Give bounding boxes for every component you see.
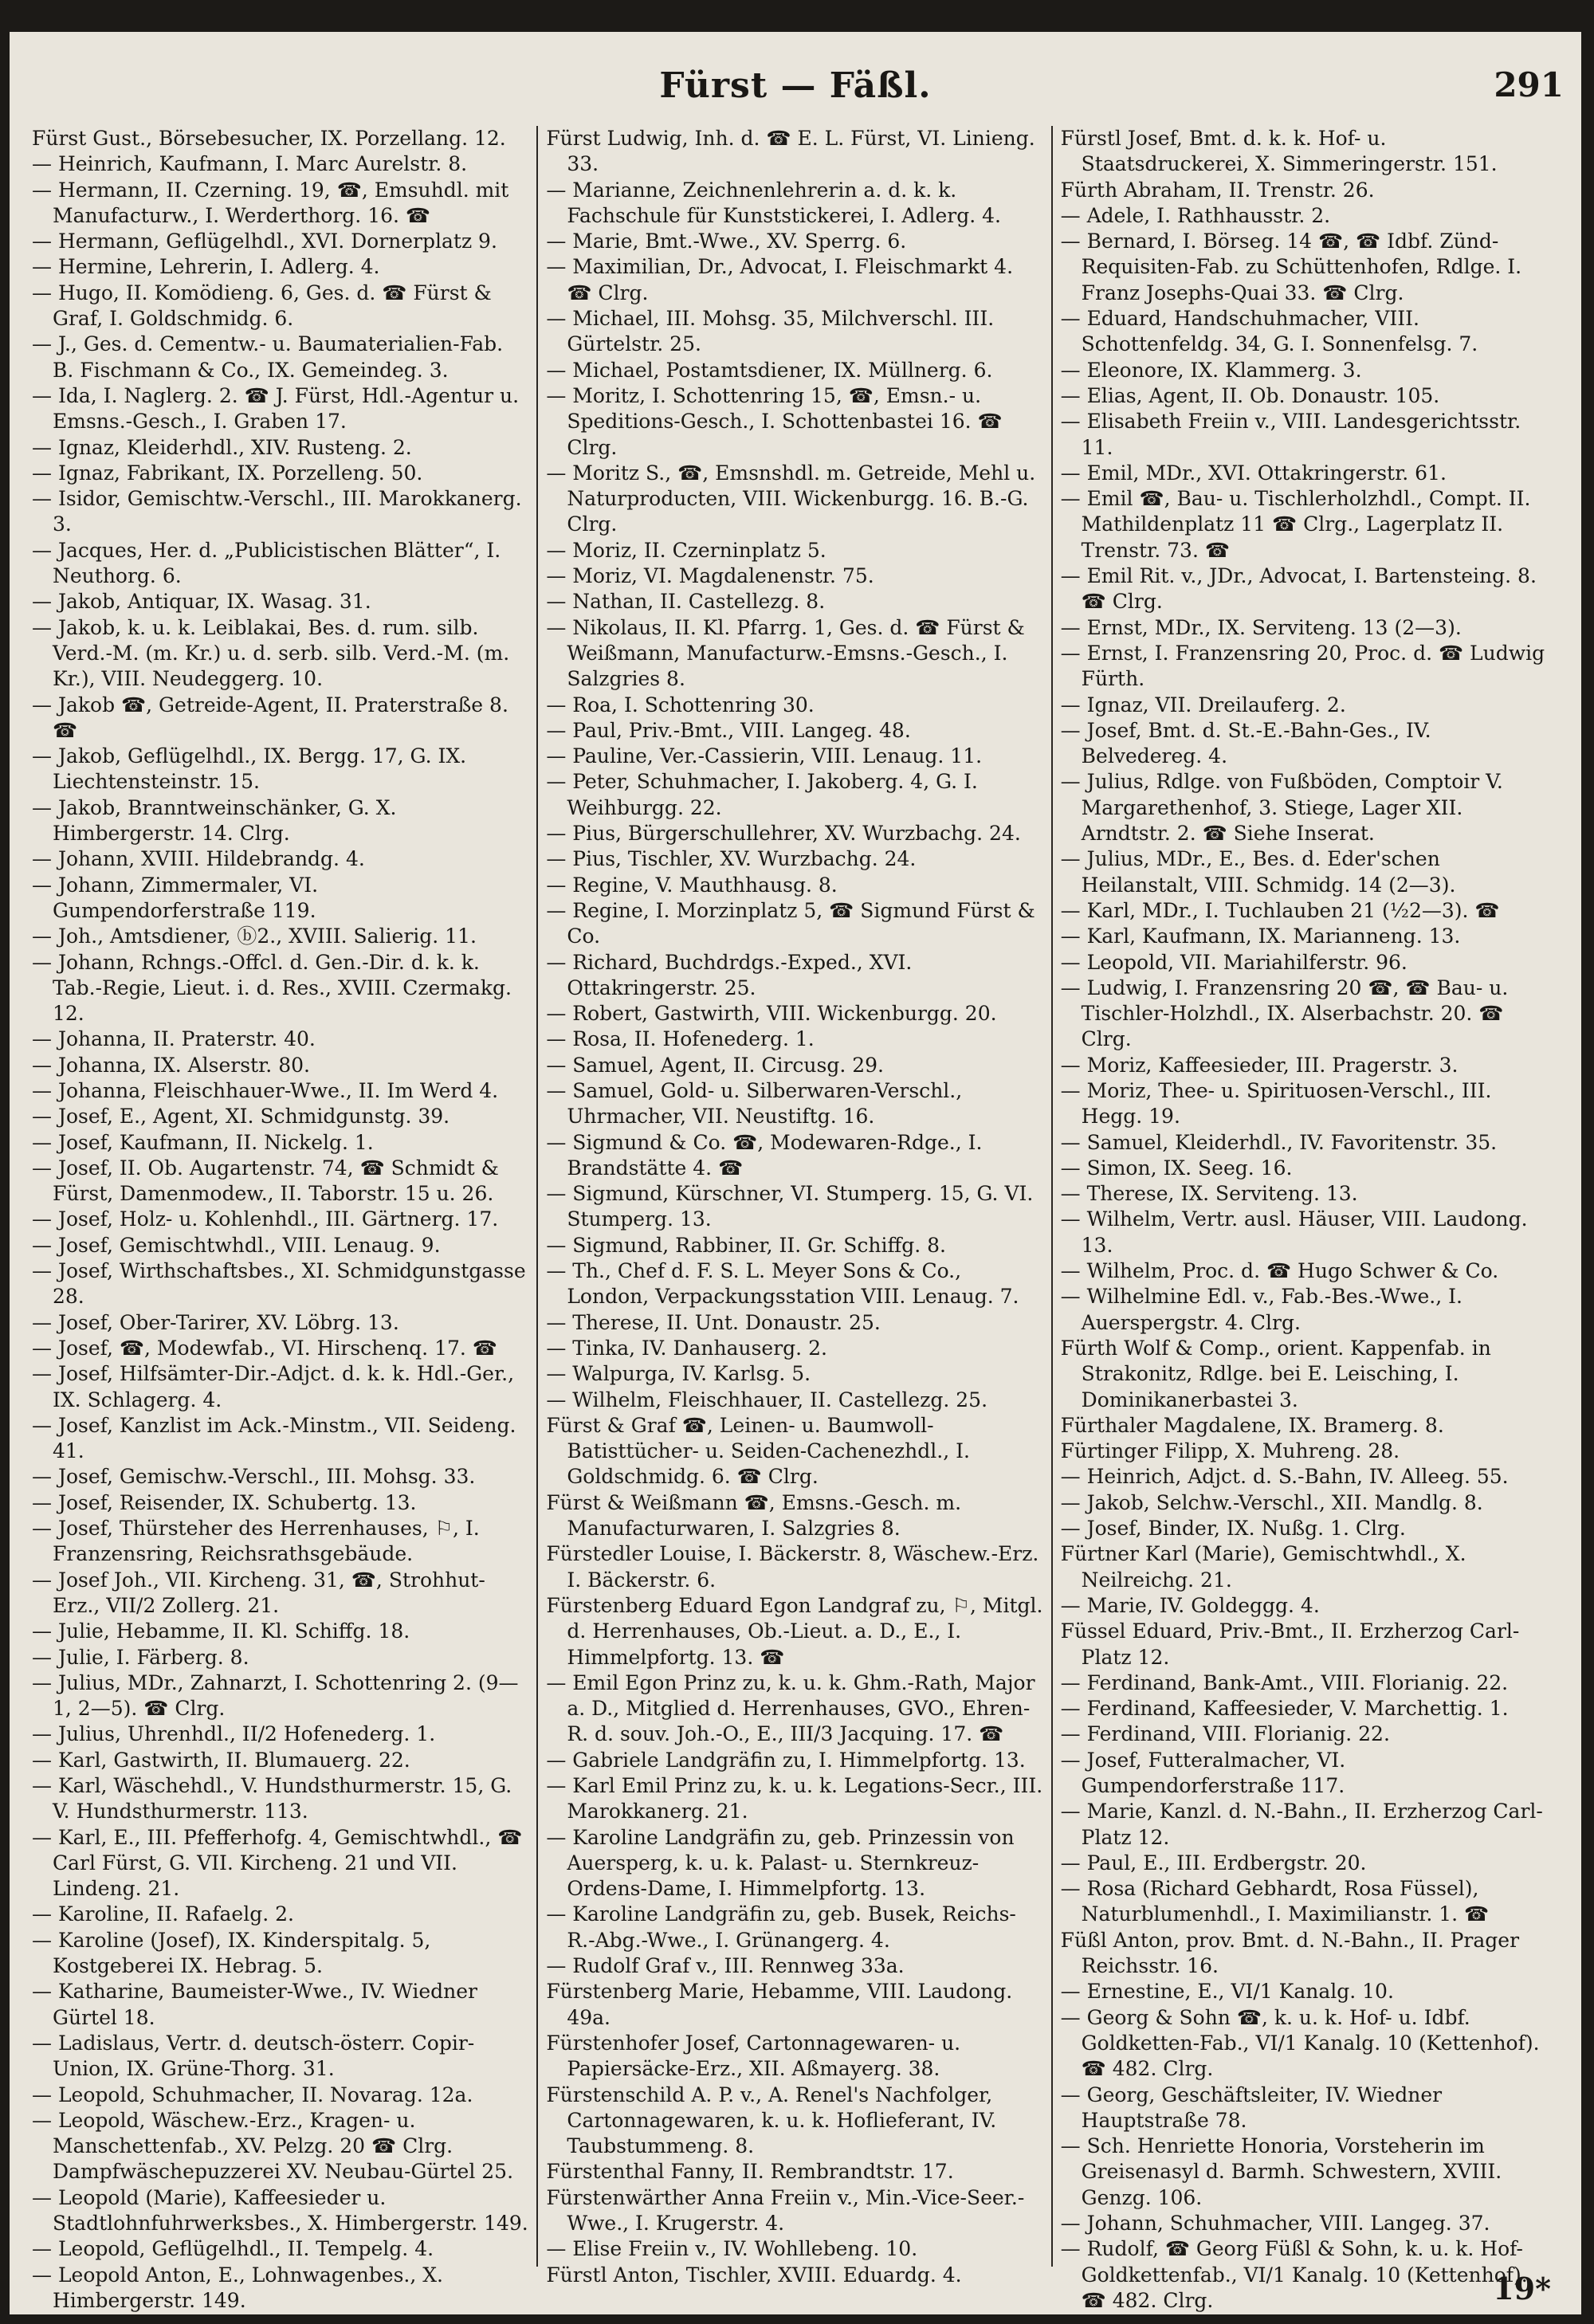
directory-entry: — Leopold, VII. Mariahilferstr. 96. xyxy=(1060,950,1408,974)
directory-entry: — Nathan, II. Castellezg. 8. xyxy=(546,590,826,614)
directory-entry: — Pius, Tischler, XV. Wurzbachg. 24. xyxy=(546,847,917,871)
directory-entry: — Johann, Schuhmacher, VIII. Langeg. 37. xyxy=(1060,2212,1490,2236)
directory-entry: Fürtinger Filipp, X. Muhreng. 28. xyxy=(1060,1439,1400,1463)
directory-entry: — Regine, V. Mauthhausg. 8. xyxy=(546,873,838,897)
directory-entry: — Jakob, Selchw.-Verschl., XII. Mandlg. 8. xyxy=(1060,1490,1483,1514)
column-left xyxy=(32,126,536,2312)
directory-entry: — Josef, II. Ob. Augartenstr. 74, ☎ Schmidt & Fürst, Damenmodew., II. Taborstr. 15 u. 26. xyxy=(32,1156,499,1206)
directory-entry: — Ida, I. Naglerg. 2. ☎ J. Fürst, Hdl.-Agentur u. Emsns.-Gesch., I. Graben 17. xyxy=(32,383,520,434)
directory-entry: — Ferdinand, Bank-Amt., VIII. Florianig. 22. xyxy=(1060,1670,1509,1694)
directory-entry: — Rosa, II. Hofenederg. 1. xyxy=(546,1027,815,1051)
directory-entry: — Leopold (Marie), Kaffeesieder u. Stadtlohnfuhrwerksbes., X. Himbergerstr. 149. xyxy=(32,2185,528,2236)
directory-entry: Fürthaler Magdalene, IX. Bramerg. 8. xyxy=(1060,1413,1444,1437)
directory-entry: Fürst Gust., Börsebesucher, IX. Porzellang. 12. xyxy=(32,127,506,150)
directory-entry: — Therese, IX. Serviteng. 13. xyxy=(1060,1182,1358,1206)
directory-entry: — Julius, MDr., E., Bes. d. Eder'schen Heilanstalt, VIII. Schmidg. 14 (2—3). xyxy=(1060,847,1456,897)
directory-entry: — Robert, Gastwirth, VIII. Wickenburgg. 20. xyxy=(546,1002,997,1026)
directory-entry: — Josef, Reisender, IX. Schubertg. 13. xyxy=(32,1490,417,1514)
directory-entry: — Jakob, Branntweinschänker, G. X. Himbergerstr. 14. Clrg. xyxy=(32,795,397,846)
page-header xyxy=(10,54,1581,118)
directory-entry: — Moritz, I. Schottenring 15, ☎, Emsn.- u. Speditions-Gesch., I. Schottenbastei 16. ☎ Clrg. xyxy=(546,383,1003,459)
directory-entry: — Hugo, II. Komödieng. 6, Ges. d. ☎ Fürst & Graf, I. Goldschmidg. 6. xyxy=(32,281,492,331)
directory-entry: — Karl, Wäschehdl., V. Hundsthurmerstr. 15, G. V. Hundsthurmerstr. 113. xyxy=(32,1774,512,1823)
directory-entry: — Karl, Kaufmann, IX. Marianneng. 13. xyxy=(1060,924,1461,948)
directory-entry: — Josef, Binder, IX. Nußg. 1. Clrg. xyxy=(1060,1517,1406,1541)
directory-entry: — Simon, IX. Seeg. 16. xyxy=(1060,1156,1293,1180)
directory-entry: Fürstenthal Fanny, II. Rembrandtstr. 17. xyxy=(546,2160,954,2184)
directory-entry: Füßl Anton, prov. Bmt. d. N.-Bahn., II. Prager Reichsstr. 16. xyxy=(1060,1928,1520,1978)
directory-entry: — Julius, Rdlge. von Fußböden, Comptoir V. Margarethenhof, 3. Stiege, Lager XII. Arndtstr. 2. ☎ Siehe Inserat. xyxy=(1060,770,1503,846)
directory-entry: — Ladislaus, Vertr. d. deutsch-österr. Copir-Union, IX. Grüne-Thorg. 31. xyxy=(32,2031,475,2081)
directory-entry: — Isidor, Gemischtw.-Verschl., III. Marokkanerg. 3. xyxy=(32,487,522,536)
directory-entry: — Tinka, IV. Danhauserg. 2. xyxy=(546,1336,827,1360)
directory-entry: — Eduard, Handschuhmacher, VIII. Schottenfeldg. 34, G. I. Sonnenfelsg. 7. xyxy=(1060,307,1478,356)
directory-entry: — Ferdinand, VIII. Florianig. 22. xyxy=(1060,1722,1390,1746)
directory-entry: — Johann, XVIII. Hildebrandg. 4. xyxy=(32,847,365,871)
directory-entry: — Hermann, Geflügelhdl., XVI. Dornerplatz 9. xyxy=(32,230,497,253)
directory-entry: — Adele, I. Rathhausstr. 2. xyxy=(1060,203,1331,227)
directory-entry: — Heinrich, Adjct. d. S.-Bahn, IV. Alleeg. 55. xyxy=(1060,1465,1509,1489)
directory-entry: — Therese, II. Unt. Donaustr. 25. xyxy=(546,1310,881,1334)
directory-entry: — Ignaz, Kleiderhdl., XIV. Rusteng. 2. xyxy=(32,435,412,459)
directory-entry: — Th., Chef d. F. S. L. Meyer Sons & Co., London, Verpackungsstation VIII. Lenaug. 7. xyxy=(546,1259,1019,1309)
directory-entry: — Moriz, Thee- u. Spirituosen-Verschl., III. Hegg. 19. xyxy=(1060,1078,1492,1129)
directory-entry: — Leopold Anton, E., Lohnwagenbes., X. Himbergerstr. 149. xyxy=(32,2263,444,2312)
directory-entry: — Jakob, Antiquar, IX. Wasag. 31. xyxy=(32,590,371,614)
directory-entry: — Josef, Futteralmacher, VI. Gumpendorferstraße 117. xyxy=(1060,1748,1346,1797)
directory-entry: — Johanna, IX. Alserstr. 80. xyxy=(32,1053,310,1077)
directory-entry: — Ignaz, Fabrikant, IX. Porzelleng. 50. xyxy=(32,461,423,485)
directory-entry: — Ernst, I. Franzensring 20, Proc. d. ☎ Ludwig Fürth. xyxy=(1060,641,1545,691)
directory-entry: — Elias, Agent, II. Ob. Donaustr. 105. xyxy=(1060,383,1440,407)
directory-entry: — Ludwig, I. Franzensring 20 ☎, ☎ Bau- u. Tischler-Holzhdl., IX. Alserbachstr. 20. ☎ Clrg. xyxy=(1060,976,1509,1051)
directory-entry: — Moriz, Kaffeesieder, III. Pragerstr. 3. xyxy=(1060,1053,1459,1077)
directory-entry: — Walpurga, IV. Karlsg. 5. xyxy=(546,1362,811,1386)
directory-entry: — Samuel, Agent, II. Circusg. 29. xyxy=(546,1053,884,1077)
directory-entry: Fürstenhofer Josef, Cartonnagewaren- u. Papiersäcke-Erz., XII. Aßmayerg. 38. xyxy=(546,2031,961,2081)
directory-entry: — Marie, IV. Goldeggg. 4. xyxy=(1060,1593,1320,1617)
directory-entry: Fürst Ludwig, Inh. d. ☎ E. L. Fürst, VI. Linieng. 33. xyxy=(546,127,1035,176)
directory-entry: — Maximilian, Dr., Advocat, I. Fleischmarkt 4. ☎ Clrg. xyxy=(546,255,1014,304)
directory-entry: — Johann, Rchngs.-Offcl. d. Gen.-Dir. d. k. k. Tab.-Regie, Lieut. i. d. Res., XVIII. Czermakg. 12. xyxy=(32,950,512,1026)
directory-entry: — Roa, I. Schottenring 30. xyxy=(546,693,815,716)
directory-entry: — Georg, Geschäftsleiter, IV. Wiedner Hauptstraße 78. xyxy=(1060,2083,1443,2132)
page-number: 291 xyxy=(1494,65,1564,104)
directory-entry: — Peter, Schuhmacher, I. Jakoberg. 4, G. I. Weihburgg. 22. xyxy=(546,770,978,819)
signature-mark: 19* xyxy=(1493,2271,1551,2306)
directory-entry: — Bernard, I. Börseg. 14 ☎, ☎ Idbf. Zünd-Requisiten-Fab. zu Schüttenhofen, Rdlge. I. Franz Josephs-Quai 33. ☎ Clrg. xyxy=(1060,230,1522,304)
directory-entry: Fürstenberg Marie, Hebamme, VIII. Laudong. 49a. xyxy=(546,1980,1013,2029)
directory-entry: — Josef, Ober-Tarirer, XV. Löbrg. 13. xyxy=(32,1310,399,1334)
directory-entry: — Josef, Wirthschaftsbes., XI. Schmidgunstgasse 28. xyxy=(32,1259,526,1309)
directory-entry: — Karl, E., III. Pfefferhofg. 4, Gemischtwhdl., ☎ Carl Fürst, G. VII. Kircheng. 21 und VII. Lindeng. 21. xyxy=(32,1825,523,1901)
directory-entry: — Joh., Amtsdiener, ⓑ2., XVIII. Salierig. 11. xyxy=(32,924,477,948)
directory-entry: — Rudolf, ☎ Georg Füßl & Sohn, k. u. k. Hof-Goldkettenfab., VI/1 Kanalg. 10 (Kettenhof). ☎ 482. Clrg. xyxy=(1060,2237,1528,2312)
directory-entry: — Emil Egon Prinz zu, k. u. k. Ghm.-Rath, Major a. D., Mitglied d. Herrenhauses, GVO., Ehren-R. d. souv. Joh.-O., E., III/3 Jacquing. 17. ☎ xyxy=(546,1670,1035,1746)
directory-entry: — Josef, Gemischtwhdl., VIII. Lenaug. 9. xyxy=(32,1233,441,1257)
directory-entry: — Jakob ☎, Getreide-Agent, II. Praterstraße 8. ☎ xyxy=(32,693,508,742)
directory-entry: — Josef, Thürsteher des Herrenhauses, ⚐, I. Franzensring, Reichsrathsgebäude. xyxy=(32,1517,480,1566)
directory-entry: — Karl, Gastwirth, II. Blumauerg. 22. xyxy=(32,1748,410,1772)
directory-entry: — Elisabeth Freiin v., VIII. Landesgerichtsstr. 11. xyxy=(1060,410,1521,459)
directory-entry: — Hermine, Lehrerin, I. Adlerg. 4. xyxy=(32,255,380,279)
directory-entry: — Regine, I. Morzinplatz 5, ☎ Sigmund Fürst & Co. xyxy=(546,898,1035,948)
directory-entry: — Julius, Uhrenhdl., II/2 Hofenederg. 1. xyxy=(32,1722,436,1746)
directory-entry: — Richard, Buchdrdgs.-Exped., XVI. Ottakringerstr. 25. xyxy=(546,950,913,999)
directory-entry: — Moriz, VI. Magdalenenstr. 75. xyxy=(546,564,874,588)
directory-entry: — Marianne, Zeichnenlehrerin a. d. k. k. Fachschule für Kunststickerei, I. Adlerg. 4. xyxy=(546,178,1001,227)
directory-entry: — Pius, Bürgerschullehrer, XV. Wurzbachg. 24. xyxy=(546,822,1021,846)
directory-entry: — J., Ges. d. Cementw.- u. Baumaterialien-Fab. B. Fischmann & Co., IX. Gemeindeg. 3. xyxy=(32,332,504,382)
directory-entry: — Marie, Bmt.-Wwe., XV. Sperrg. 6. xyxy=(546,230,907,253)
directory-entry: — Emil ☎, Bau- u. Tischlerholzhdl., Compt. II. Mathildenplatz 11 ☎ Clrg., Lagerplatz II. Trenstr. 73. ☎ xyxy=(1060,487,1531,562)
directory-entry: — Johann, Zimmermaler, VI. Gumpendorferstraße 119. xyxy=(32,873,319,922)
directory-entry: Fürst & Weißmann ☎, Emsns.-Gesch. m. Manufacturwaren, I. Salzgries 8. xyxy=(546,1490,962,1541)
directory-entry: — Samuel, Gold- u. Silberwaren-Verschl., Uhrmacher, VII. Neustiftg. 16. xyxy=(546,1078,963,1129)
directory-entry: — Nikolaus, II. Kl. Pfarrg. 1, Ges. d. ☎ Fürst & Weißmann, Manufacturw.-Emsns.-Gesch., I. Salzgries 8. xyxy=(546,615,1025,691)
directory-entry: — Michael, Postamtsdiener, IX. Müllnerg. 6. xyxy=(546,358,993,382)
directory-entry: Fürth Abraham, II. Trenstr. 26. xyxy=(1060,178,1375,202)
directory-entry: — Leopold, Geflügelhdl., II. Tempelg. 4. xyxy=(32,2237,434,2261)
directory-entry: — Karl, MDr., I. Tuchlauben 21 (½2—3). ☎ xyxy=(1060,898,1500,922)
directory-entry: — Jakob, Geflügelhdl., IX. Bergg. 17, G. IX. Liechtensteinstr. 15. xyxy=(32,744,467,794)
directory-entry: — Gabriele Landgräfin zu, I. Himmelpfortg. 13. xyxy=(546,1748,1026,1772)
directory-entry: — Eleonore, IX. Klammerg. 3. xyxy=(1060,358,1362,382)
directory-entry: — Josef, Bmt. d. St.-E.-Bahn-Ges., IV. Belvedereg. 4. xyxy=(1060,718,1431,768)
directory-entry: — Jakob, k. u. k. Leiblakai, Bes. d. rum. silb. Verd.-M. (m. Kr.) u. d. serb. silb. Verd.-M. (m. Kr.), VIII. Neudeggerg. 10. xyxy=(32,615,510,691)
directory-entry: — Moriz, II. Czerninplatz 5. xyxy=(546,538,826,562)
directory-entry: — Johanna, II. Praterstr. 40. xyxy=(32,1027,316,1051)
directory-entry: Fürstedler Louise, I. Bäckerstr. 8, Wäschew.-Erz. I. Bäckerstr. 6. xyxy=(546,1542,1039,1592)
directory-page xyxy=(10,32,1581,2314)
directory-entry: — Pauline, Ver.-Cassierin, VIII. Lenaug. 11. xyxy=(546,744,983,768)
directory-entry: — Josef, ☎, Modewfab., VI. Hirschenq. 17. ☎ xyxy=(32,1336,497,1360)
directory-entry: — Rosa (Richard Gebhardt, Rosa Füssel), Naturblumenhdl., I. Maximilianstr. 1. ☎ xyxy=(1060,1877,1490,1926)
directory-entry: — Karl Emil Prinz zu, k. u. k. Legations-Secr., III. Marokkanerg. 21. xyxy=(546,1774,1043,1823)
directory-entry: — Paul, Priv.-Bmt., VIII. Langeg. 48. xyxy=(546,718,911,742)
directory-entry: — Wilhelmine Edl. v., Fab.-Bes.-Wwe., I. Auerspergstr. 4. Clrg. xyxy=(1060,1285,1462,1334)
directory-entry: — Ignaz, VII. Dreilauferg. 2. xyxy=(1060,693,1346,716)
directory-entry: — Elise Freiin v., IV. Wohllebeng. 10. xyxy=(546,2237,918,2261)
directory-entry: — Jacques, Her. d. „Publicistischen Blätter“, I. Neuthorg. 6. xyxy=(32,538,501,588)
directory-entry: — Hermann, II. Czerning. 19, ☎, Emsuhdl. mit Manufacturw., I. Werderthorg. 16. ☎ xyxy=(32,178,509,227)
directory-entry: — Ernst, MDr., IX. Serviteng. 13 (2—3). xyxy=(1060,615,1462,639)
directory-entry: — Rudolf Graf v., III. Rennweg 33a. xyxy=(546,1954,905,1978)
directory-entry: — Sch. Henriette Honoria, Vorsteherin im Greisenasyl d. Barmh. Schwestern, XVIII. Genzg. 106. xyxy=(1060,2134,1502,2209)
directory-entry: — Marie, Kanzl. d. N.-Bahn., II. Erzherzog Carl-Platz 12. xyxy=(1060,1800,1543,1849)
directory-entry: — Karoline Landgräfin zu, geb. Busek, Reichs-R.-Abg.-Wwe., I. Grünangerg. 4. xyxy=(546,1902,1016,1952)
directory-entry: — Paul, E., III. Erdbergstr. 20. xyxy=(1060,1851,1367,1875)
directory-entry: — Josef, Hilfsämter-Dir.-Adjct. d. k. k. Hdl.-Ger., IX. Schlagerg. 4. xyxy=(32,1362,515,1411)
column-right xyxy=(1051,126,1565,2312)
directory-entry: — Josef, Kaufmann, II. Nickelg. 1. xyxy=(32,1130,374,1154)
directory-entry: — Julie, I. Färberg. 8. xyxy=(32,1645,249,1669)
directory-entry: — Josef Joh., VII. Kircheng. 31, ☎, Strohhut-Erz., VII/2 Zollerg. 21. xyxy=(32,1568,485,1617)
directory-entry: — Josef, E., Agent, XI. Schmidgunstg. 39. xyxy=(32,1105,450,1129)
directory-entry: — Georg & Sohn ☎, k. u. k. Hof- u. Idbf. Goldketten-Fab., VI/1 Kanalg. 10 (Kettenhof). ☎ 482. Clrg. xyxy=(1060,2005,1540,2081)
directory-entry: — Wilhelm, Vertr. ausl. Häuser, VIII. Laudong. 13. xyxy=(1060,1207,1528,1257)
column-middle xyxy=(536,126,1050,2287)
directory-entry: — Johanna, Fleischhauer-Wwe., II. Im Werd 4. xyxy=(32,1078,499,1102)
running-head: Fürst — Fäßl. xyxy=(659,65,932,106)
directory-entry: — Heinrich, Kaufmann, I. Marc Aurelstr. 8. xyxy=(32,152,468,176)
directory-entry: — Moritz S., ☎, Emsnshdl. m. Getreide, Mehl u. Naturproducten, VIII. Wickenburgg. 16. B.-G. Clrg. xyxy=(546,461,1036,536)
directory-entry: — Sigmund, Kürschner, VI. Stumperg. 15, G. VI. Stumperg. 13. xyxy=(546,1182,1034,1231)
directory-entry: — Karoline Landgräfin zu, geb. Prinzessin von Auersperg, k. u. k. Palast- u. Sternkreuz-Ordens-Dame, I. Himmelpfortg. 13. xyxy=(546,1825,1015,1901)
directory-entry: — Katharine, Baumeister-Wwe., IV. Wiedner Gürtel 18. xyxy=(32,1980,477,2029)
directory-entry: — Samuel, Kleiderhdl., IV. Favoritenstr. 35. xyxy=(1060,1130,1498,1154)
directory-entry: — Leopold, Wäschew.-Erz., Kragen- u. Manschettenfab., XV. Pelzg. 20 ☎ Clrg. Dampfwäschepuzzerei XV. Neubau-Gürtel 25. xyxy=(32,2108,514,2184)
directory-entry: — Ernestine, E., VI/1 Kanalg. 10. xyxy=(1060,1980,1394,2004)
directory-entry: Fürstl Anton, Tischler, XVIII. Eduardg. 4. xyxy=(546,2263,962,2287)
directory-entry: — Julie, Hebamme, II. Kl. Schiffg. 18. xyxy=(32,1619,410,1643)
directory-entry: — Julius, MDr., Zahnarzt, I. Schottenring 2. (9—1, 2—5). ☎ Clrg. xyxy=(32,1670,519,1721)
directory-entry: — Wilhelm, Fleischhauer, II. Castellezg. 25. xyxy=(546,1388,988,1411)
directory-entry: — Emil, MDr., XVI. Ottakringerstr. 61. xyxy=(1060,461,1447,485)
directory-entry: — Sigmund, Rabbiner, II. Gr. Schiffg. 8. xyxy=(546,1233,946,1257)
directory-entry: — Josef, Kanzlist im Ack.-Minstm., VII. Seideng. 41. xyxy=(32,1413,516,1463)
directory-columns xyxy=(32,126,1565,2312)
directory-entry: — Karoline, II. Rafaelg. 2. xyxy=(32,1902,294,1926)
directory-entry: Fürst & Graf ☎, Leinen- u. Baumwoll-Batisttücher- u. Seiden-Cachenezhdl., I. Goldschmidg. 6. ☎ Clrg. xyxy=(546,1413,970,1489)
directory-entry: Fürth Wolf & Comp., orient. Kappenfab. in Strakonitz, Rdlge. bei E. Leisching, I. Dominikanerbastei 3. xyxy=(1060,1336,1491,1411)
directory-entry: — Karoline (Josef), IX. Kinderspitalg. 5, Kostgeberei IX. Hebrag. 5. xyxy=(32,1928,431,1978)
directory-entry: — Wilhelm, Proc. d. ☎ Hugo Schwer & Co. xyxy=(1060,1259,1499,1283)
directory-entry: — Sigmund & Co. ☎, Modewaren-Rdge., I. Brandstätte 4. ☎ xyxy=(546,1130,983,1180)
directory-entry: Fürstenberg Eduard Egon Landgraf zu, ⚐, Mitgl. d. Herrenhauses, Ob.-Lieut. a. D., E., I. Himmelpfortg. 13. ☎ xyxy=(546,1593,1043,1669)
directory-entry: — Leopold, Schuhmacher, II. Novarag. 12a. xyxy=(32,2083,473,2106)
directory-entry: Fürtner Karl (Marie), Gemischtwhdl., X. Neilreichg. 21. xyxy=(1060,1542,1466,1592)
directory-entry: — Emil Rit. v., JDr., Advocat, I. Bartensteing. 8. ☎ Clrg. xyxy=(1060,564,1537,614)
directory-entry: Füssel Eduard, Priv.-Bmt., II. Erzherzog Carl-Platz 12. xyxy=(1060,1619,1520,1669)
directory-entry: Fürstenwärther Anna Freiin v., Min.-Vice-Seer.-Wwe., I. Krugerstr. 4. xyxy=(546,2185,1025,2236)
directory-entry: — Josef, Holz- u. Kohlenhdl., III. Gärtnerg. 17. xyxy=(32,1207,499,1231)
directory-entry: Fürstenschild A. P. v., A. Renel's Nachfolger, Cartonnagewaren, k. u. k. Hoflieferant, IV. Taubstummeng. 8. xyxy=(546,2083,997,2158)
directory-entry: — Michael, III. Mohsg. 35, Milchverschl. III. Gürtelstr. 25. xyxy=(546,307,995,356)
directory-entry: Fürstl Josef, Bmt. d. k. k. Hof- u. Staatsdruckerei, X. Simmeringerstr. 151. xyxy=(1060,127,1498,176)
directory-entry: — Josef, Gemischw.-Verschl., III. Mohsg. 33. xyxy=(32,1465,476,1489)
directory-entry: — Ferdinand, Kaffeesieder, V. Marchettig. 1. xyxy=(1060,1697,1509,1721)
